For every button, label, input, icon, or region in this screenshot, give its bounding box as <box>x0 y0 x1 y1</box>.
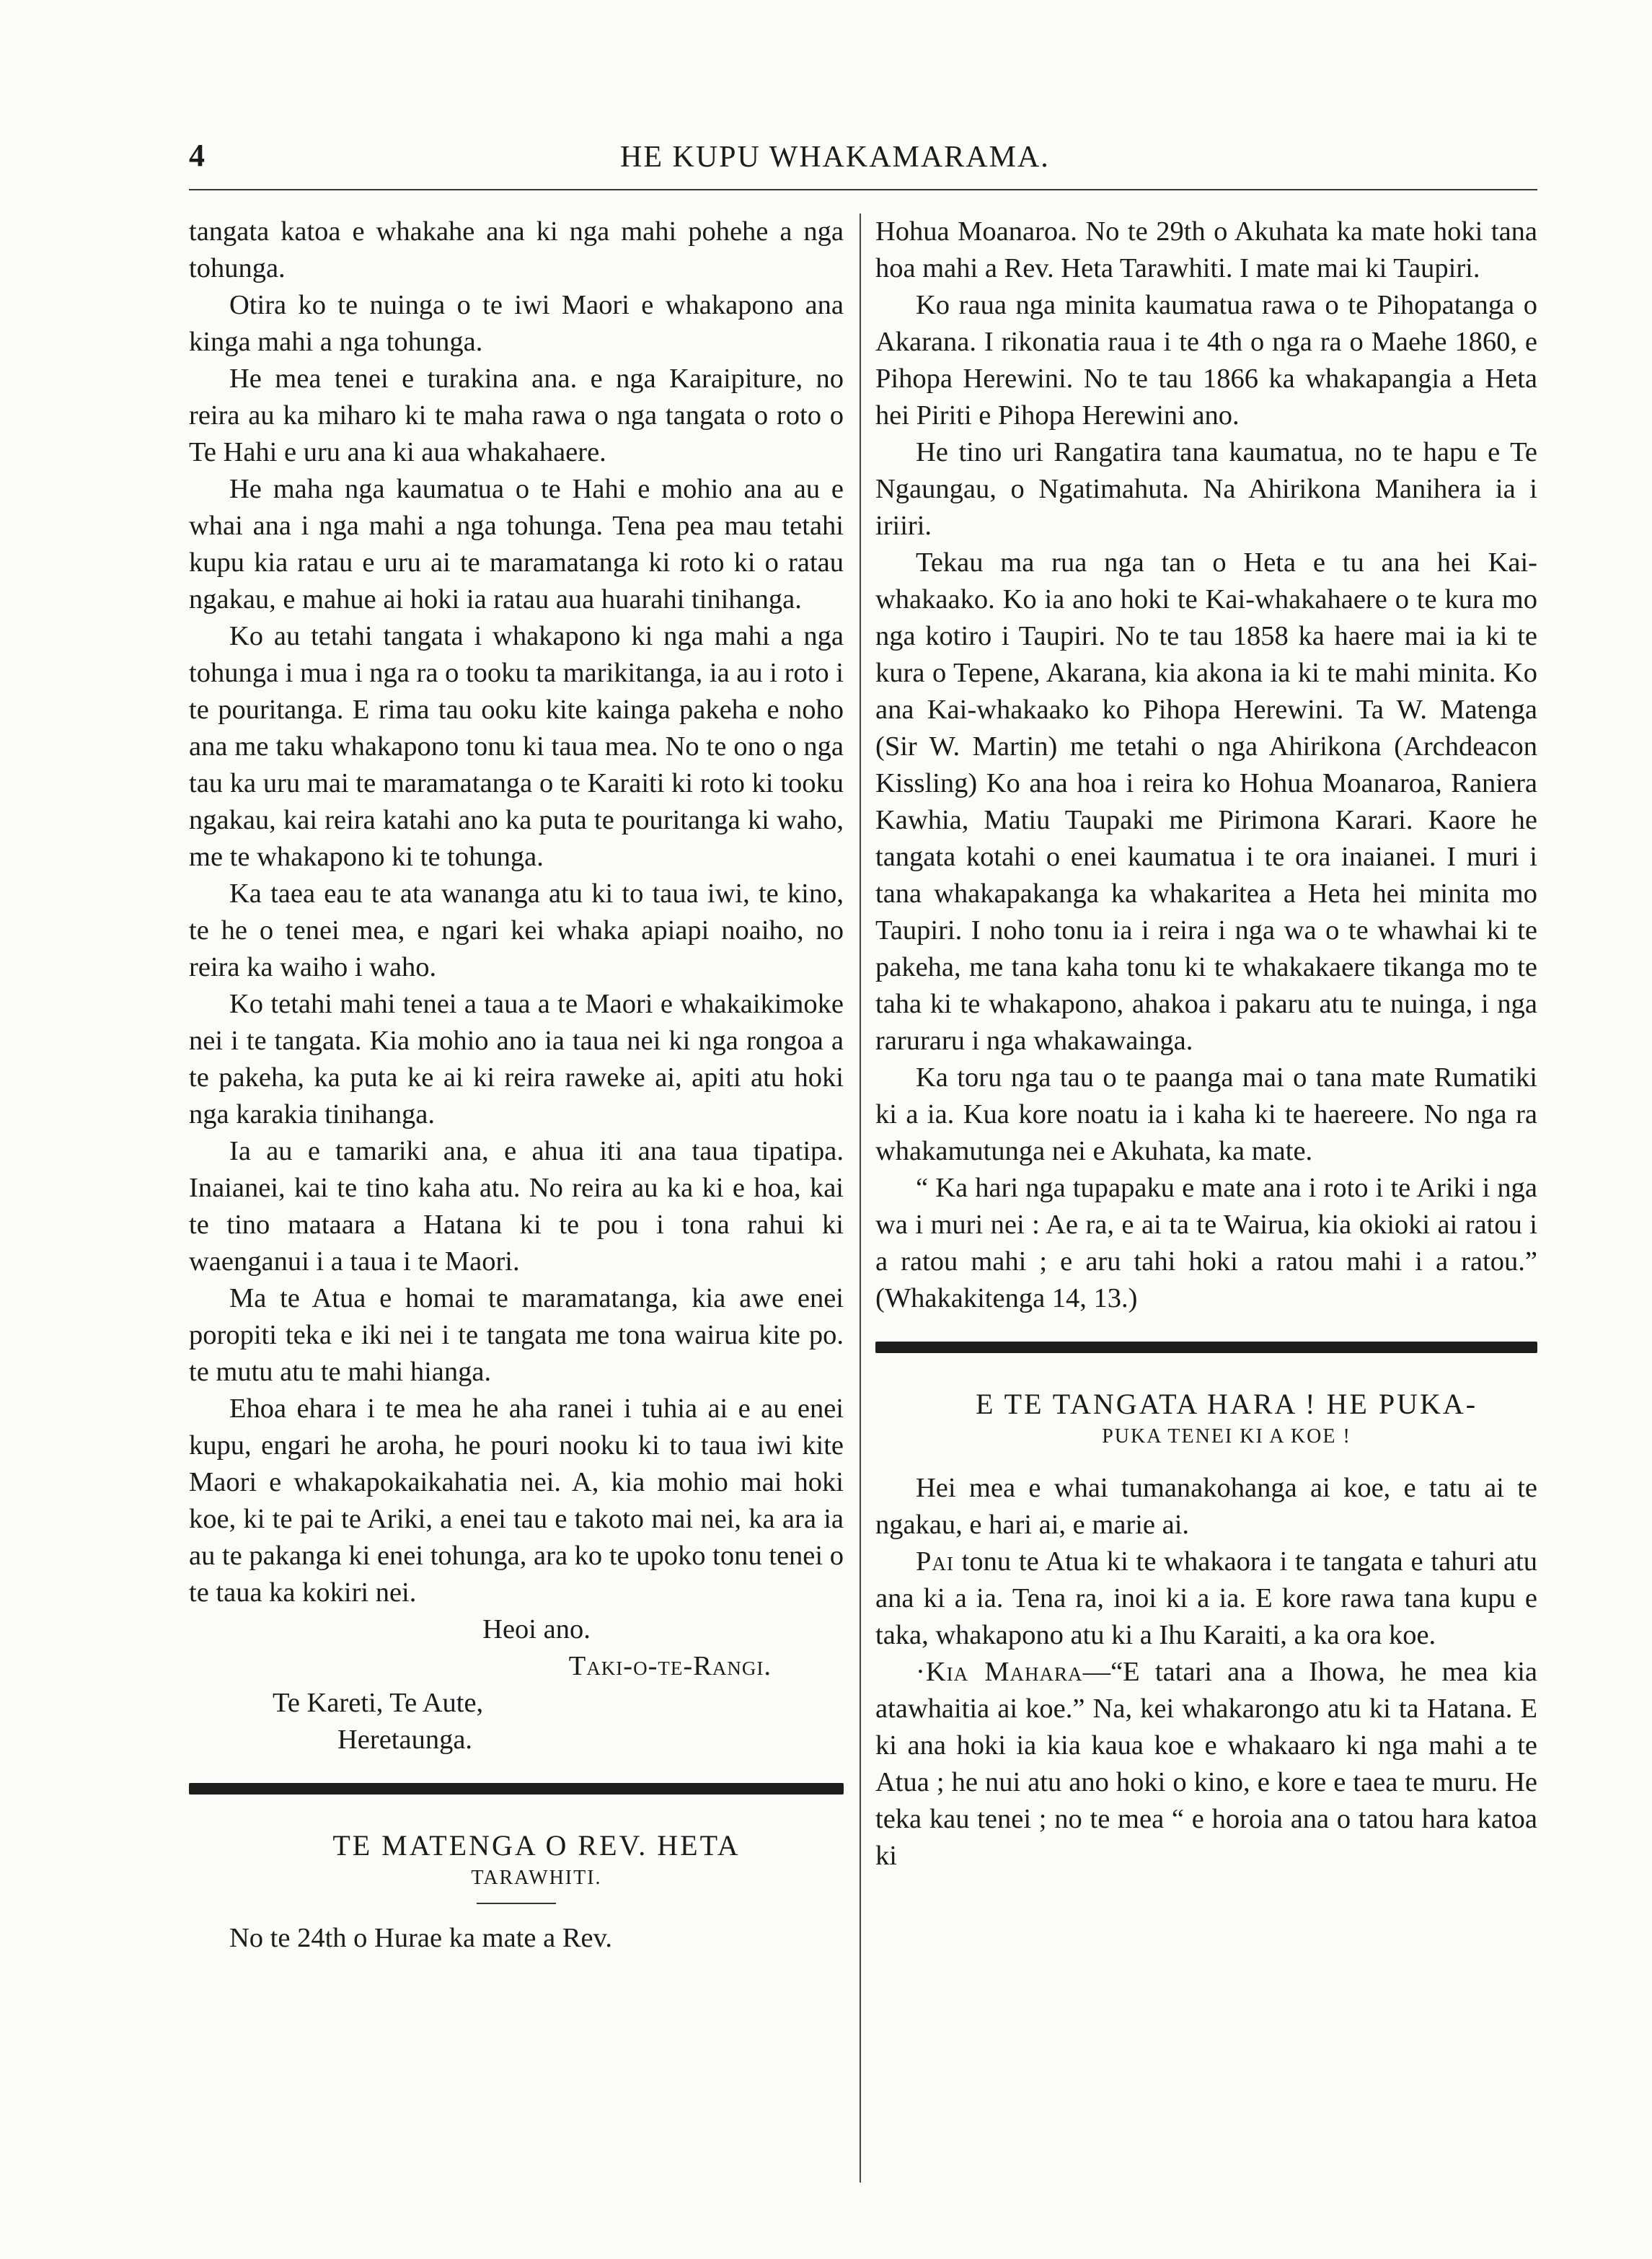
signoff: Heoi ano. <box>482 1614 591 1644</box>
author-signature: Taki-o-te-Rangi. <box>568 1651 772 1681</box>
right-column <box>875 213 1537 1875</box>
paragraph-text: tonu te Atua ki te whakaora i te tangata e tahuri atu ana ki a ia. Tena ra, inoi ki a ia. E kore rawa tana kupu e taka, whakapono atu ki a Ihu Karaiti, a ka ora koe. <box>875 1546 1537 1650</box>
paragraph: He maha nga kaumatua o te Hahi e mohio ana au e whai ana i nga mahi a nga tohunga. Tena pea mau tetahi kupu kia ratau e uru ai te maramatanga ki roto ki o ratau ngakau, e mahue ai hoki ia ratau aua huarahi tinihanga. <box>189 474 844 615</box>
header-rule <box>189 189 1537 190</box>
paragraph <box>875 1654 1537 1875</box>
section-rule <box>189 1783 844 1795</box>
section-subtitle: TARAWHITI. <box>471 1867 602 1889</box>
paragraph: Ma te Atua e homai te maramatanga, kia awe enei poropiti teka e iki nei i te tangata me tona wairua kite po. te mutu atu te mahi hianga. <box>189 1283 844 1387</box>
paragraph: He mea tenei e turakina ana. e nga Karaipiture, no reira au ka miharo ki te maha rawa o nga tangata o roto o Te Hahi e uru ana ki aua whakahaere. <box>189 364 844 467</box>
paragraph: Ehoa ehara i te mea he aha ranei i tuhia ai e au enei kupu, engari he aroha, he pouri nooku ki to taua iwi kite Maori e whakapokaikahatia nei. A, kia mohio mai hoki koe, ki te pai te Ariki, a enei tau e takoto mai nei, ka ara ia au te pakanga ki enei tohunga, ara ko te upoko tonu tenei o te taua ka kokiri nei. <box>189 1393 844 1608</box>
paragraph: Ka toru nga tau o te paanga mai o tana mate Rumatiki ki a ia. Kua kore noatu ia i kaha ki te haereere. No nga ra whakamutunga nei e Akuhata, ka mate. <box>875 1062 1537 1166</box>
paragraph-text: —“E tatari ana a Ihowa, he mea kia atawhaitia ai koe.” Na, kei whakarongo atu ki ta Hatana. E ki ana hoki ia kia kaua koe e whakaaro ki nga mahi a te Atua ; he nui atu ano hoki o kino, e kore e taea te muru. He teka kau tenei ; no te mea “ e horoia ana o tatou hara katoa ki <box>875 1657 1537 1871</box>
paragraph: Hei mea e whai tumanakohanga ai koe, e tatu ai te ngakau, e hari ai, e marie ai. <box>875 1473 1537 1540</box>
paragraph <box>875 1544 1537 1654</box>
paragraph: Ka taea eau te ata wananga atu ki to taua iwi, te kino, te he o tenei mea, e ngari kei whaka apiapi noaiho, no reira ka waiho i waho. <box>189 878 844 982</box>
paragraph: Hohua Moanaroa. No te 29th o Akuhata ka mate hoki tana hoa mahi a Rev. Heta Tarawhiti. I mate mai ki Taupiri. <box>875 216 1537 283</box>
section-title: E TE TANGATA HARA ! HE PUKA- <box>975 1388 1478 1420</box>
short-rule <box>477 1903 556 1904</box>
paragraph: Ia au e tamariki ana, e ahua iti ana taua tipatipa. Inaianei, kai te tino kaha atu. No reira au ka ki e hoa, kai te tino mataara a Hatana ki te pou i tona rahui ki waenganui i a taua i te Maori. <box>189 1136 844 1277</box>
paragraph: Ko tetahi mahi tenei a taua a te Maori e whakaikimoke nei i te tangata. Kia mohio ano ia taua nei ki nga rongoa a te pakeha, ka puta ke ai ki reira raweke ai, apiti atu hoki nga karakia tinihanga. <box>189 989 844 1130</box>
lead-word: ·Kia Mahara <box>916 1657 1083 1687</box>
section-title: TE MATENGA O REV. HETA <box>332 1829 741 1862</box>
paragraph: No te 24th o Hurae ka mate a Rev. <box>229 1923 612 1953</box>
author-place: Heretaunga. <box>337 1725 473 1755</box>
running-title: HE KUPU WHAKAMARAMA. <box>620 141 1050 174</box>
paragraph: Ko au tetahi tangata i whakapono ki nga mahi a nga tohunga i mua i nga ra o tooku ta marikitanga, ia au i roto i te pouritanga. E rima tau ooku kite kainga pakeha e noho ana me taku whakapono tonu ki taua mea. No te ono o nga tau ka uru mai te maramatanga o te Karaiti ki roto ki tooku ngakau, kai reira katahi ano ka puta te pouritanga ki waho, me te whakapono ki te tohunga. <box>189 621 844 872</box>
paragraph: He tino uri Rangatira tana kaumatua, no te hapu e Te Ngaungau, o Ngatimahuta. Na Ahirikona Manihera ia i iriiri. <box>875 437 1537 541</box>
page-number: 4 <box>189 138 205 173</box>
paragraph: Tekau ma rua nga tan o Heta e tu ana hei Kai-whakaako. Ko ia ano hoki te Kai-whakahaere o te kura mo nga kotiro i Taupiri. No te tau 1858 ka haere mai ia ki te kura o Tepene, Akarana, kia akona ia ki te mahi minita. Ko ana Kai-whakaako ko Pihopa Herewini. Ta W. Matenga (Sir W. Martin) me tetahi o nga Ahirikona (Archdeacon Kissling) Ko ana hoa i reira ko Hohua Moanaroa, Raniera Kawhia, Matiu Taupaki me Pirimona Karari. Kaore he tangata kotahi o enei kaumatua i te ora inaianei. I muri i tana whakapakanga ka whakaritea a Heta hei minita mo Taupiri. I noho tonu ia i reira i nga wa o te whawhai ki te pakeha, me tana kaha tonu ki te whakakaere tikanga mo te taha ki te whakapono, ahakoa i pakaru atu te nuinga, i nga raruraru i nga whakawainga. <box>875 547 1537 1056</box>
author-place: Te Kareti, Te Aute, <box>273 1688 484 1718</box>
paragraph: Otira ko te nuinga o te iwi Maori e whakapono ana kinga mahi a nga tohunga. <box>189 290 844 357</box>
column-divider <box>860 213 861 2183</box>
left-column <box>189 213 844 1957</box>
lead-word: Pai <box>916 1546 954 1577</box>
section-rule <box>875 1342 1537 1353</box>
paragraph: Ko raua nga minita kaumatua rawa o te Pihopatanga o Akarana. I rikonatia raua i te 4th o nga ra o Maehe 1860, e Pihopa Herewini. No te tau 1866 ka whakapangia a Heta hei Piriti e Pihopa Herewini ano. <box>875 290 1537 431</box>
paragraph: “ Ka hari nga tupapaku e mate ana i roto i te Ariki i nga wa i muri nei : Ae ra, e ai ta te Wairua, kia okioki ai ratou i a ratou mahi ; e aru tahi hoki a ratou mahi i a ratou.” (Whakakitenga 14, 13.) <box>875 1173 1537 1313</box>
section-subtitle: PUKA TENEI KI A KOE ! <box>1102 1425 1351 1448</box>
paragraph: tangata katoa e whakahe ana ki nga mahi pohehe a nga tohunga. <box>189 216 844 283</box>
